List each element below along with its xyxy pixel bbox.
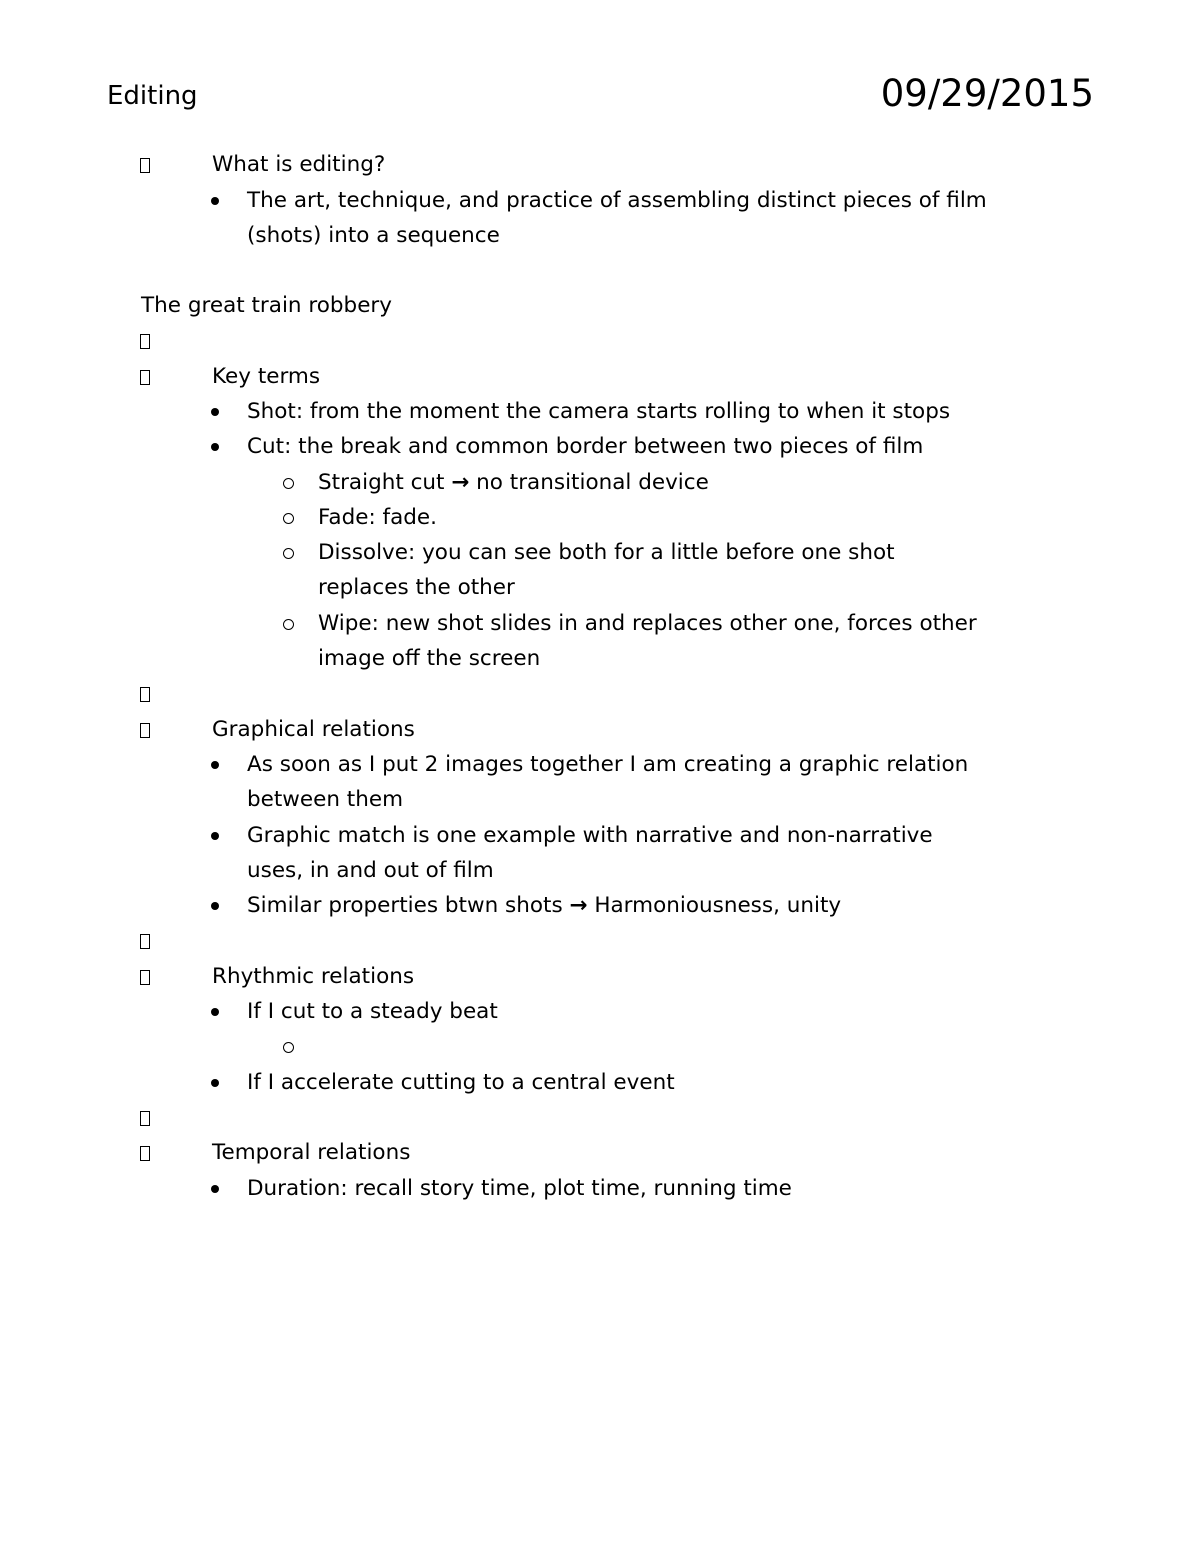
item-text: uses, in and out of film [247, 858, 494, 883]
item-text: between them [247, 787, 404, 812]
checkbox-icon [140, 970, 150, 985]
item-text: Cut: the break and common border between two pieces of film [247, 434, 924, 459]
item-text: Graphic match is one example with narrative and non-narrative [247, 823, 933, 848]
item-text: image off the screen [318, 646, 541, 671]
checkbox-icon [140, 934, 150, 949]
circle-bullet-icon [283, 1042, 294, 1053]
document-title: Editing [107, 81, 198, 111]
item-text: Similar properties btwn shots → Harmoniousness, unity [247, 893, 842, 918]
item-text: Wipe: new shot slides in and replaces other one, forces other [318, 611, 977, 636]
checkbox-icon [140, 370, 150, 385]
item-text: (shots) into a sequence [247, 223, 500, 248]
checkbox-icon [140, 687, 150, 702]
item-text: Key terms [212, 364, 321, 389]
item-text: Dissolve: you can see both for a little before one shot [318, 540, 895, 565]
circle-bullet-icon [283, 619, 294, 630]
item-text: Straight cut → no transitional device [318, 470, 709, 495]
bullet-icon [211, 1008, 219, 1016]
bullet-icon [211, 902, 219, 910]
checkbox-icon [140, 723, 150, 738]
item-text: As soon as I put 2 images together I am creating a graphic relation [247, 752, 969, 777]
item-text: Shot: from the moment the camera starts rolling to when it stops [247, 399, 951, 424]
bullet-icon [211, 1185, 219, 1193]
bullet-icon [211, 761, 219, 769]
checkbox-icon [140, 1111, 150, 1126]
circle-bullet-icon [283, 478, 294, 489]
item-text: Temporal relations [212, 1140, 411, 1165]
circle-bullet-icon [283, 548, 294, 559]
item-text: If I cut to a steady beat [247, 999, 498, 1024]
item-text: Fade: fade. [318, 505, 437, 530]
item-text: Duration: recall story time, plot time, running time [247, 1176, 792, 1201]
heading-text: The great train robbery [141, 293, 392, 318]
item-text: What is editing? [212, 152, 386, 177]
document-date: 09/29/2015 [880, 72, 1094, 115]
circle-bullet-icon [283, 513, 294, 524]
bullet-icon [211, 197, 219, 205]
arrow-icon: → [569, 893, 588, 918]
arrow-icon: → [451, 470, 470, 495]
bullet-icon [211, 408, 219, 416]
checkbox-icon [140, 1146, 150, 1161]
item-text: The art, technique, and practice of assembling distinct pieces of film [247, 188, 987, 213]
checkbox-icon [140, 158, 150, 173]
bullet-icon [211, 832, 219, 840]
item-text: replaces the other [318, 575, 515, 600]
checkbox-icon [140, 334, 150, 349]
item-text: Graphical relations [212, 717, 415, 742]
item-text: If I accelerate cutting to a central event [247, 1070, 675, 1095]
item-text: Rhythmic relations [212, 964, 415, 989]
bullet-icon [211, 1079, 219, 1087]
bullet-icon [211, 443, 219, 451]
